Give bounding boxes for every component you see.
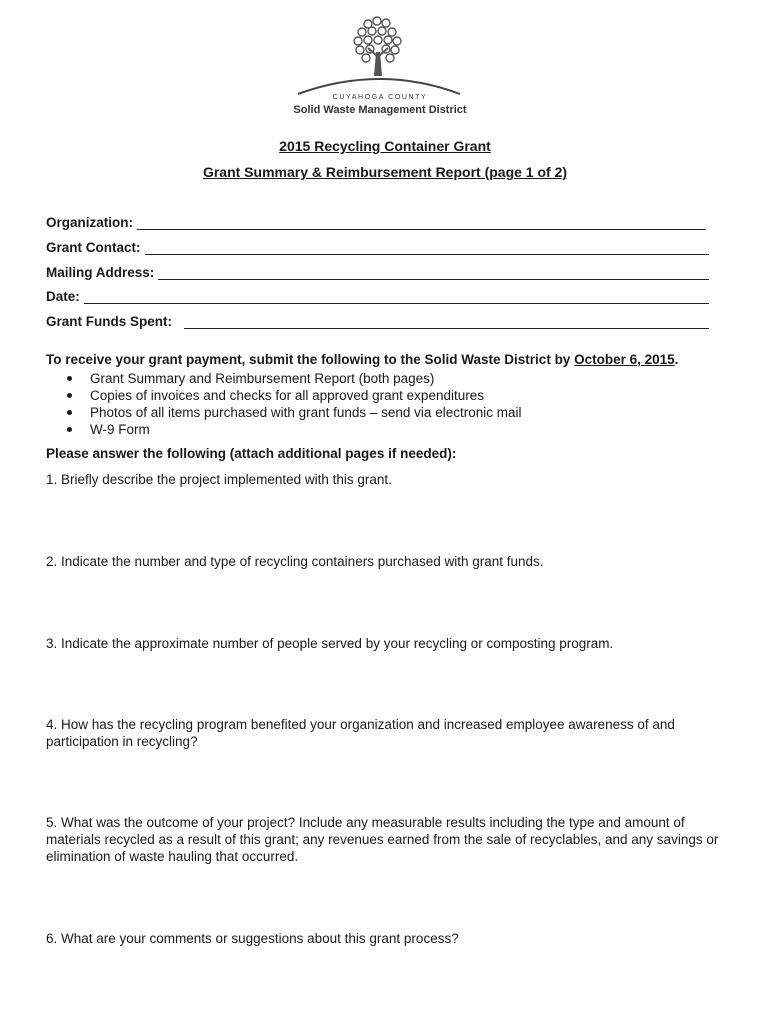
organization-label: Organization:	[46, 215, 133, 230]
list-item	[46, 370, 736, 387]
grant-funds-spent-label: Grant Funds Spent:	[46, 314, 172, 329]
list-item-text: Grant Summary and Reimbursement Report (both pages)	[90, 371, 435, 386]
grant-contact-field[interactable]	[46, 237, 709, 255]
question-3: 3. Indicate the approximate number of people served by your recycling or composting program.	[46, 636, 614, 651]
logo-county-text: CUYAHOGA COUNTY	[332, 94, 428, 101]
required-items-list	[46, 370, 736, 438]
submission-instructions	[46, 352, 736, 367]
bullet-icon	[67, 427, 72, 432]
question-1: 1. Briefly describe the project implemented with this grant.	[46, 472, 392, 487]
list-item-text: Copies of invoices and checks for all approved grant expenditures	[90, 388, 484, 403]
organization-line[interactable]	[137, 215, 706, 230]
date-label: Date:	[46, 289, 80, 304]
question-5: 5. What was the outcome of your project? Include any measurable results including the type and amount of materials recycled as a result of this grant; any revenues earned from the sale of recyclables, and any savings or elimination of waste hauling that occurred.	[46, 815, 719, 864]
instructions-text: To receive your grant payment, submit the following to the Solid Waste District by	[46, 352, 575, 367]
grant-contact-label: Grant Contact:	[46, 240, 141, 255]
logo-district-text: Solid Waste Management District	[293, 104, 467, 116]
tree-of-recycling-symbols-icon	[280, 14, 480, 96]
deadline-date: October 6, 2015	[574, 352, 675, 367]
bullet-icon	[67, 376, 72, 381]
list-item-text: Photos of all items purchased with grant funds – send via electronic mail	[90, 405, 522, 420]
district-logo	[280, 14, 480, 116]
answer-heading: Please answer the following (attach additional pages if needed):	[46, 446, 457, 461]
list-item	[46, 387, 736, 404]
list-item-text: W-9 Form	[90, 422, 150, 437]
bullet-icon	[67, 393, 72, 398]
form-title: 2015 Recycling Container Grant	[279, 138, 491, 154]
list-item	[46, 421, 736, 438]
date-field[interactable]	[46, 286, 709, 304]
list-item	[46, 404, 736, 421]
mailing-address-label: Mailing Address:	[46, 265, 155, 280]
instructions-end: .	[674, 352, 679, 367]
question-6: 6. What are your comments or suggestions about this grant process?	[46, 931, 459, 946]
organization-field[interactable]	[46, 212, 706, 230]
mailing-address-field[interactable]	[46, 262, 709, 280]
bullet-icon	[67, 410, 72, 415]
date-line[interactable]	[84, 289, 709, 304]
grant-contact-line[interactable]	[145, 240, 710, 255]
grant-funds-spent-field[interactable]	[46, 311, 709, 329]
question-2: 2. Indicate the number and type of recycling containers purchased with grant funds.	[46, 554, 544, 569]
form-subtitle: Grant Summary & Reimbursement Report (page 1 of 2)	[202, 164, 568, 180]
grant-funds-spent-line[interactable]	[184, 314, 709, 329]
mailing-address-line[interactable]	[158, 265, 709, 280]
question-4: 4. How has the recycling program benefited your organization and increased employee awareness of and participation in recycling?	[46, 717, 675, 749]
